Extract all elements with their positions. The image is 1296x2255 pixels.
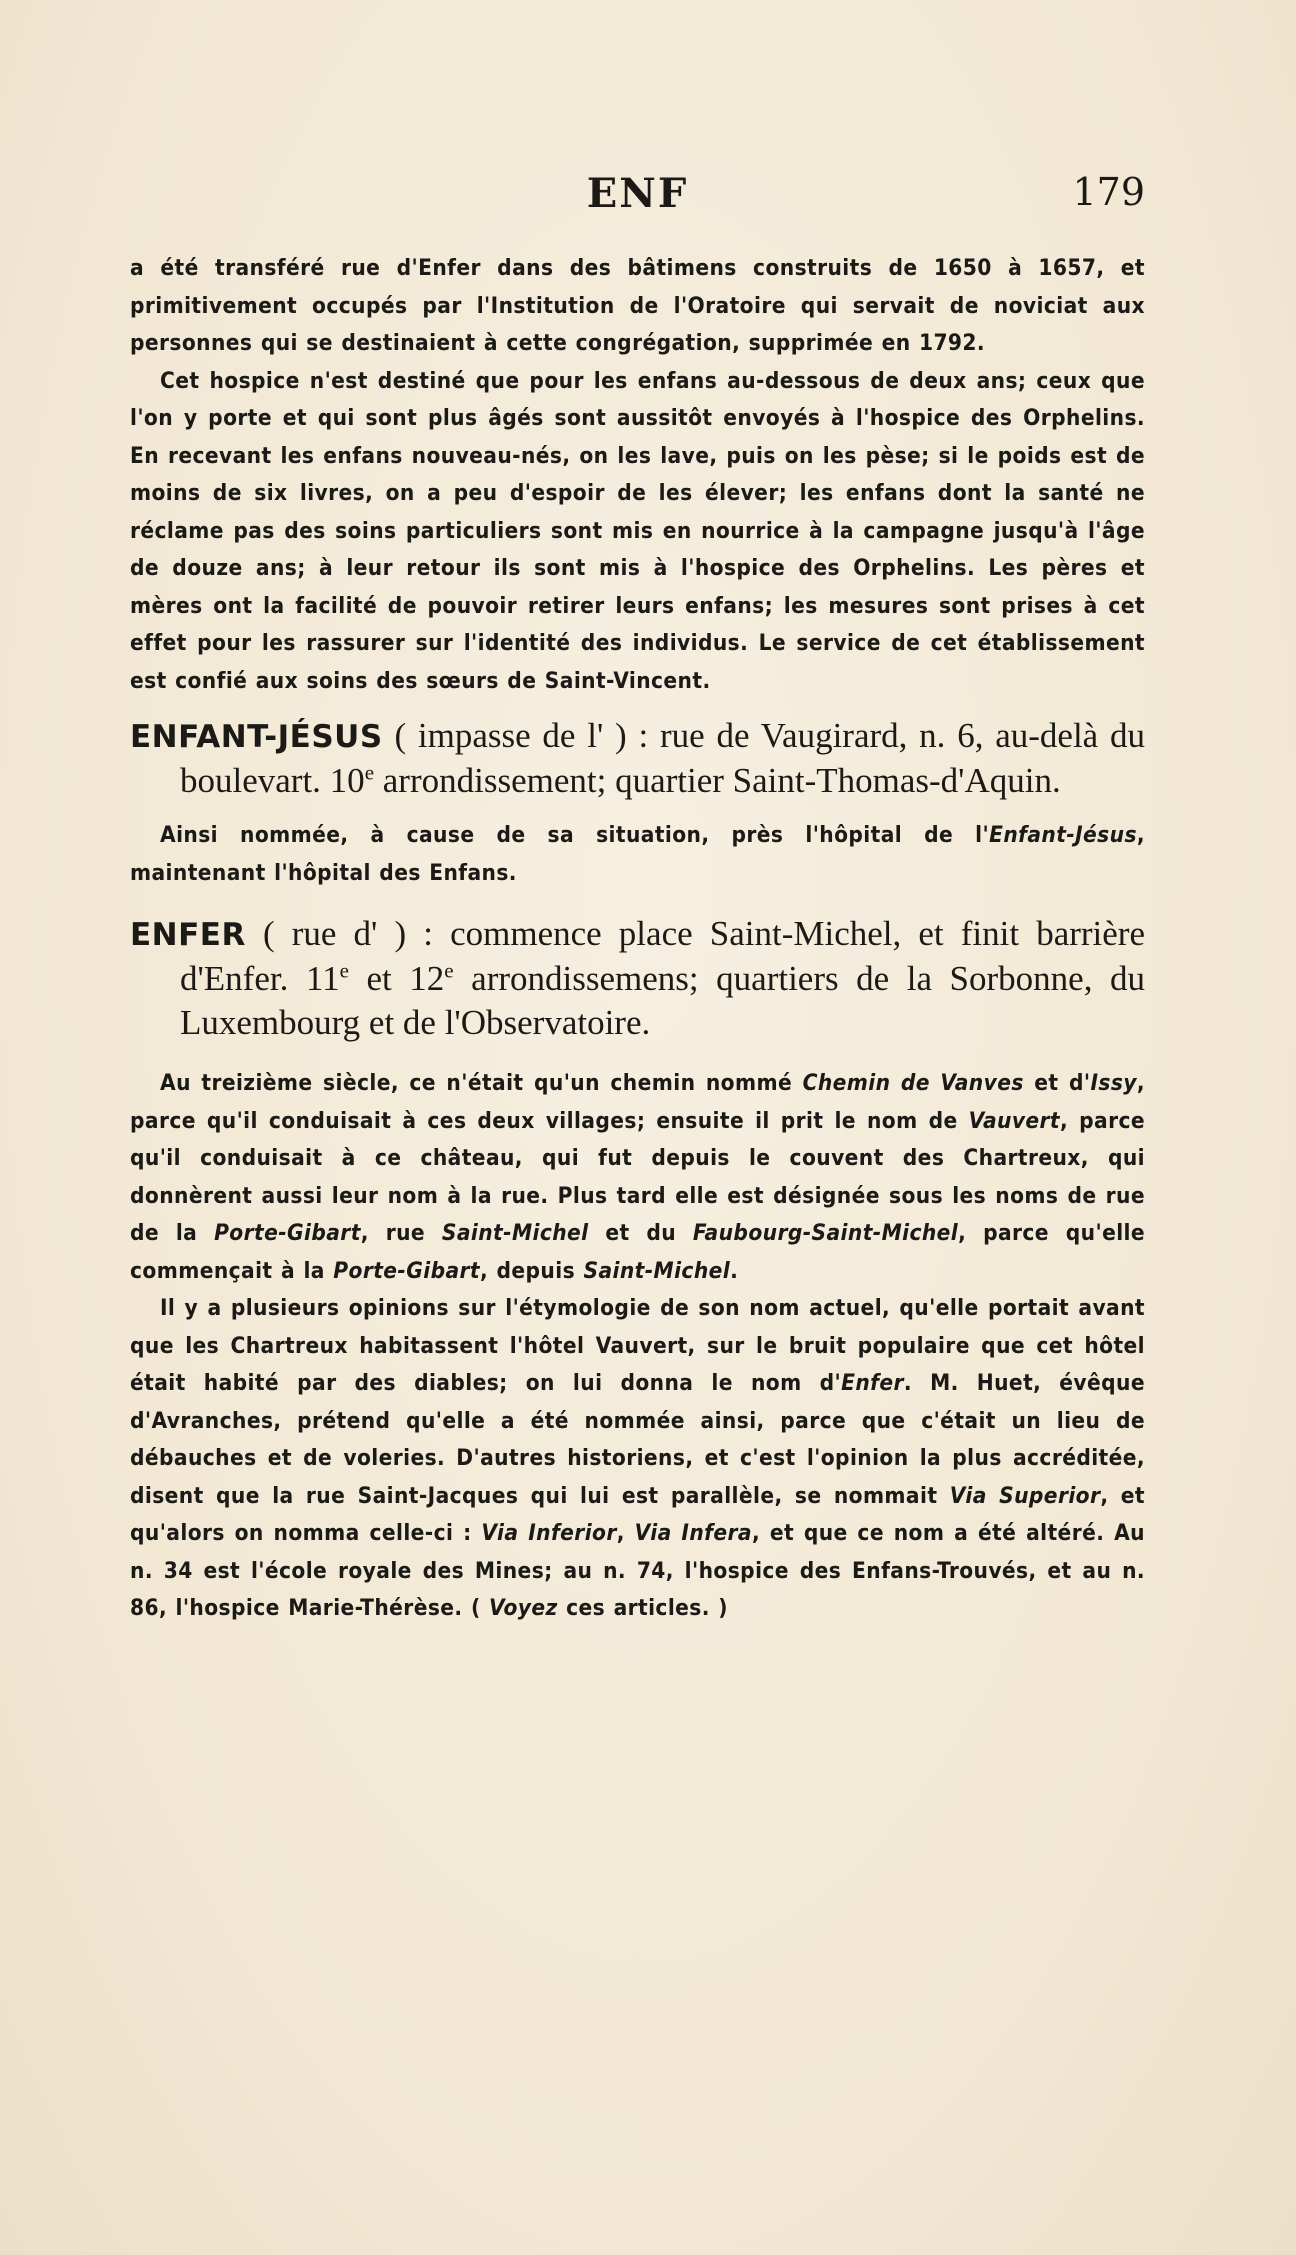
text-run: , parce qu'il conduisait à ces deux villages; ensuite il prit le nom de (130, 1070, 1145, 1134)
entry-text: et 12 (348, 959, 445, 998)
entry-text: ( impasse de l' ) : rue de Vaugirard, n. 6, au-delà du boulevart. 10 (180, 716, 1145, 800)
paragraph-enfer-history (130, 1065, 1145, 1290)
page-body (130, 250, 1145, 1628)
text-run: , (616, 1520, 635, 1546)
text-run: , depuis (479, 1257, 584, 1284)
superscript: e (444, 958, 454, 983)
italic-run: Enfant-Jésus (989, 822, 1137, 848)
text-run: Ainsi nommée, à cause de sa situation, près l'hôpital de l' (160, 822, 990, 848)
italic-run: Saint-Michel (583, 1257, 731, 1284)
italic-run: Enfer (841, 1370, 904, 1396)
italic-run: Voyez (489, 1595, 558, 1621)
entry-headword: ENFER (130, 917, 246, 953)
text-run: , parce qu'il conduisait à ce château, qui fut depuis le couvent des Chartreux, qui donnèrent aussi leur nom à la rue. Plus tard elle est désignée sous les noms de rue de la (130, 1107, 1145, 1246)
entry-enfer (130, 912, 1145, 1045)
text-run: Au treizième siècle, ce n'était qu'un chemin nommé (160, 1070, 803, 1096)
running-header (130, 170, 1145, 230)
italic-run: Issy (1090, 1070, 1137, 1096)
running-head-title: ENF (586, 170, 689, 217)
entry-text: ( rue d' ) : commence place Saint-Michel, et finit barrière d'Enfer. 11 (180, 914, 1145, 998)
entry-headword: ENFANT-JÉSUS (130, 719, 383, 755)
superscript: e (339, 958, 349, 983)
italic-run: Via Superior (949, 1482, 1101, 1509)
italic-run: Porte-Gibart (333, 1257, 480, 1284)
italic-run: Faubourg-Saint-Michel (692, 1220, 959, 1246)
text-run: Il y a plusieurs opinions sur l'étymologie de son nom actuel, qu'elle portait avant que les Chartreux habitassent l'hôtel Vauvert, sur le bruit populaire que cet hôtel était habité par des diables; on lui donna le nom d' (130, 1295, 1145, 1396)
italic-run: Via Inferior (481, 1520, 617, 1546)
italic-run: Vauvert (968, 1107, 1061, 1134)
entry-enfant-jesus (130, 714, 1145, 803)
italic-run: Via Infera (634, 1520, 752, 1546)
text-run: , maintenant l'hôpital des Enfans. (130, 822, 1145, 886)
text-run: ces articles. ) (557, 1595, 728, 1621)
paragraph-hospice: Cet hospice n'est destiné que pour les enfans au-dessous de deux ans; ceux que l'on y porte et qui sont plus âgés sont aussitôt envoyés à l'hospice des Orphelins. En recevant les enfans nouveau-nés, on les lave, puis on les pèse; si le poids est de moins de six livres, on a peu d'espoir de les élever; les enfans dont la santé ne réclame pas des soins particuliers sont mis en nourrice à la campagne jusqu'à l'âge de douze ans; à leur retour ils sont mis à l'hospice des Orphelins. Les pères et mères ont la facilité de pouvoir retirer leurs enfans; les mesures sont prises à cet effet pour les rassurer sur l'identité des individus. Le service de cet établissement est confié aux soins des sœurs de Saint-Vincent. (130, 367, 1145, 694)
paragraph-continued: a été transféré rue d'Enfer dans des bâtimens construits de 1650 à 1657, et primitivement occupés par l'Institution de l'Oratoire qui servait de noviciat aux personnes qui se destinaient à cette congrégation, supprimée en 1792. (130, 255, 1145, 356)
text-run: , et qu'alors on nomma celle-ci : (130, 1482, 1145, 1546)
italic-run: Porte-Gibart (214, 1220, 361, 1246)
paragraph-enfer-etymology (130, 1290, 1145, 1628)
text-run: et du (588, 1220, 693, 1246)
italic-run: Chemin de Vanves (802, 1070, 1024, 1096)
paragraph-enfant-jesus-note (130, 817, 1145, 892)
text-run: et d' (1023, 1070, 1091, 1096)
italic-run: Saint-Michel (441, 1220, 589, 1246)
text-run: , rue (360, 1220, 442, 1246)
superscript: e (364, 760, 375, 785)
text-run: . (730, 1257, 739, 1284)
text-run: , et que ce nom a été altéré. Au n. 34 est l'école royale des Mines; au n. 74, l'hospice des Enfans-Trouvés, et au n. 86, l'hospice Marie-Thérèse. ( (130, 1520, 1145, 1621)
entry-text: arrondissemens; quartiers de la Sorbonne, du Luxembourg et de l'Observatoire. (180, 959, 1145, 1042)
text-run: . M. Huet, évêque d'Avranches, prétend qu'elle a été nommée ainsi, parce que c'était un lieu de débauches et de voleries. D'autres historiens, et c'est l'opinion la plus accréditée, disent que la rue Saint-Jacques qui lui est parallèle, se nommait (130, 1370, 1146, 1509)
text-run: , parce qu'elle commençait à la (130, 1220, 1146, 1284)
page-number: 179 (1072, 170, 1145, 214)
entry-text: arrondissement; quartier Saint-Thomas-d'Aquin. (374, 761, 1061, 800)
